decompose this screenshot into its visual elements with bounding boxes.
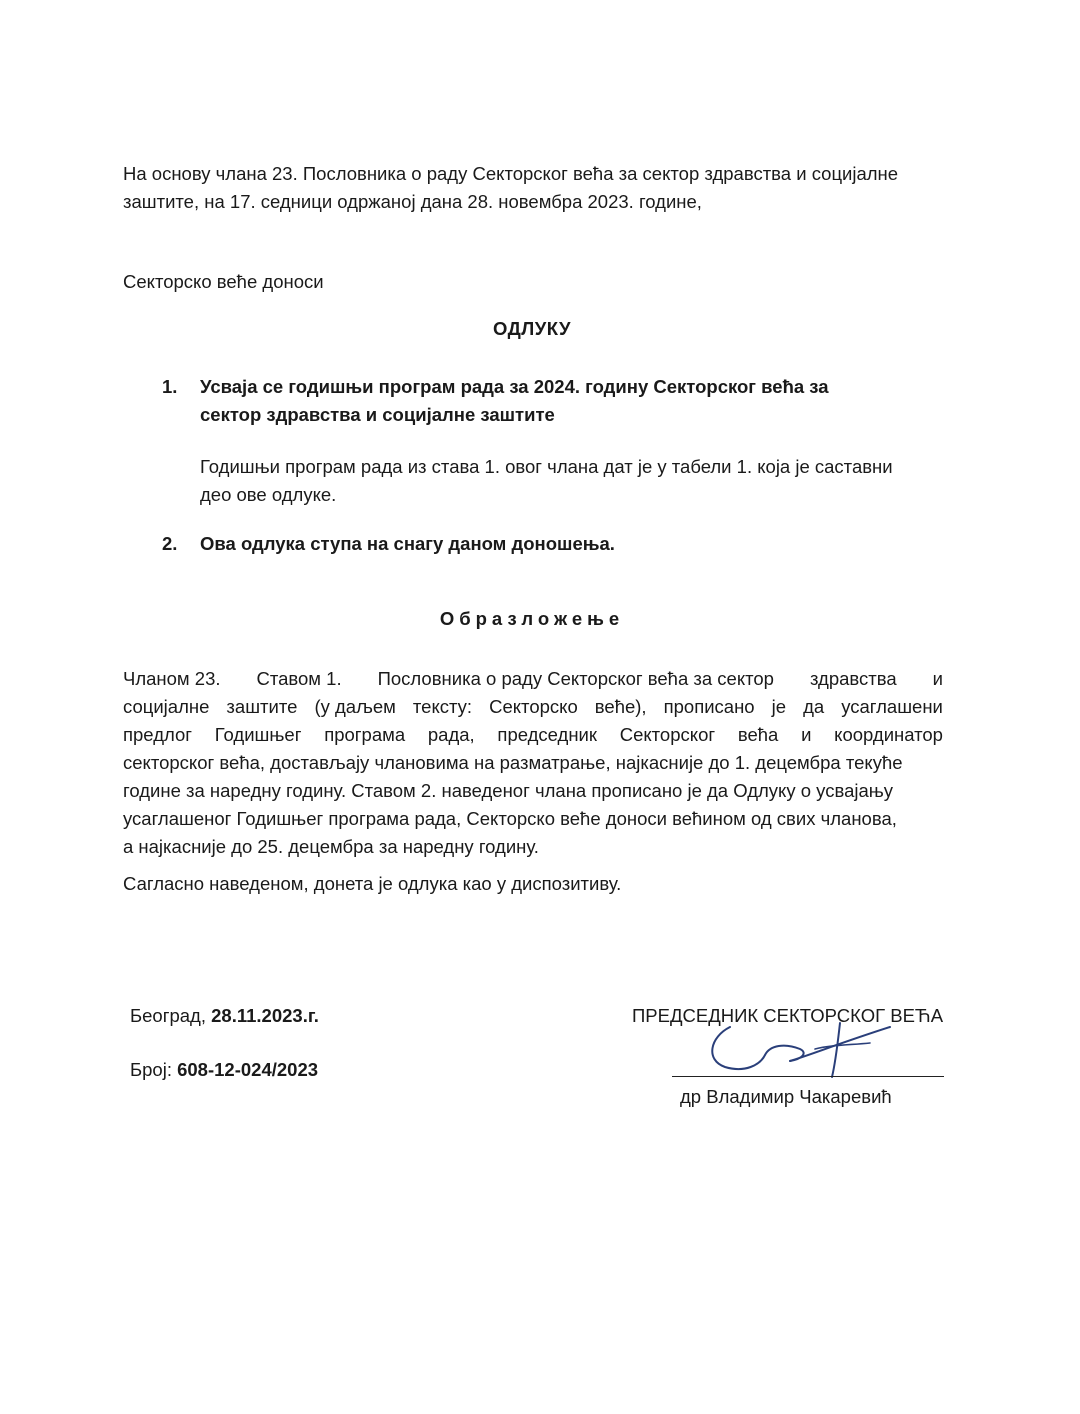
place-label: Београд, xyxy=(130,1005,206,1026)
reasoning-word: Годишњег xyxy=(214,724,302,745)
decision-title: ОДЛУКУ xyxy=(492,318,572,339)
reasoning-word: Пословника о раду Секторског већа за сектор xyxy=(377,668,774,689)
preamble-line-1: На основу члана 23. Пословника о раду Секторског већа за сектор здравства и социјалне xyxy=(123,163,899,184)
reasoning-word: (у даљем xyxy=(314,696,396,717)
reasoning-word: социјалне xyxy=(123,696,210,717)
reasoning-word: веће), xyxy=(594,696,647,717)
reasoning-word: секторског већа, достављају члановима на разматрање, најкасније до 1. децембра текуће xyxy=(123,752,903,773)
signature-image xyxy=(690,1015,920,1085)
reasoning-word: и xyxy=(801,724,812,745)
item-1-line-1: Усваја се годишњи програм рада за 2024. годину Секторског већа за xyxy=(200,376,829,397)
intro-text: Секторско веће доноси xyxy=(123,271,324,292)
signatory-name: др Владимир Чакаревић xyxy=(680,1086,892,1107)
reference-number xyxy=(130,1056,318,1084)
reasoning-word: предлог xyxy=(123,724,193,745)
reasoning-word: да xyxy=(803,696,825,717)
reasoning-word: и xyxy=(932,668,943,689)
reasoning-word: је xyxy=(771,696,787,717)
reasoning-word: године за наредну годину. Ставом 2. наведеног члана прописано је да Одлуку о усвајању xyxy=(123,780,894,801)
reasoning-word: председник xyxy=(497,724,597,745)
reasoning-line xyxy=(123,749,943,777)
reasoning-word: усаглашени xyxy=(841,696,943,717)
reasoning-line xyxy=(123,805,943,833)
reasoning-title: Образложење xyxy=(439,608,625,629)
item-1-sub-line-1: Годишњи програм рада из става 1. овог члана дат је у табели 1. која је саставни xyxy=(200,456,893,477)
place-date xyxy=(130,1002,319,1030)
reasoning-word: Чланом 23. xyxy=(123,668,221,689)
decision-date: 28.11.2023.г. xyxy=(211,1005,319,1026)
item-1-number: 1. xyxy=(162,376,178,397)
reasoning-word: прописано xyxy=(663,696,755,717)
reasoning-line xyxy=(123,777,943,805)
reasoning-word: Секторско xyxy=(489,696,578,717)
reasoning-word: координатор xyxy=(834,724,943,745)
signature-line xyxy=(672,1076,944,1077)
reasoning-word: Секторског xyxy=(619,724,716,745)
preamble-line-2: заштите, на 17. седници одржаној дана 28. новембра 2023. године, xyxy=(123,191,702,212)
reasoning-paragraph xyxy=(123,665,943,861)
reasoning-word: усаглашеног Годишњег програма рада, Секторско веће доноси већином од свих чланова, xyxy=(123,808,897,829)
reasoning-word: тексту: xyxy=(412,696,473,717)
item-2-number: 2. xyxy=(162,533,178,554)
reasoning-word: а најкасније до 25. децембра за наредну годину. xyxy=(123,836,539,857)
reasoning-line xyxy=(123,665,943,693)
reasoning-word: рада, xyxy=(427,724,475,745)
item-1-sub-line-2: део ове одлуке. xyxy=(200,484,337,505)
reasoning-word: заштите xyxy=(226,696,298,717)
conclusion-text: Сагласно наведеном, донета је одлука као у диспозитиву. xyxy=(123,873,622,894)
reasoning-word: већа xyxy=(737,724,779,745)
reasoning-word: Ставом 1. xyxy=(256,668,342,689)
item-2-text: Ова одлука ступа на снагу даном доношења. xyxy=(200,533,615,554)
number-label: Број: xyxy=(130,1059,172,1080)
signatory-title: ПРЕДСЕДНИК СЕКТОРСКОГ ВЕЋА xyxy=(632,1005,944,1026)
preamble xyxy=(123,160,953,216)
reasoning-word: програма xyxy=(324,724,406,745)
item-1-line-2: сектор здравства и социјалне заштите xyxy=(200,404,555,425)
reasoning-word: здравства xyxy=(809,668,897,689)
item-1-text xyxy=(200,373,829,429)
item-1-subparagraph xyxy=(200,453,893,509)
number-value: 608-12-024/2023 xyxy=(177,1059,319,1080)
reasoning-line xyxy=(123,693,943,721)
reasoning-line xyxy=(123,721,943,749)
reasoning-line xyxy=(123,833,943,861)
